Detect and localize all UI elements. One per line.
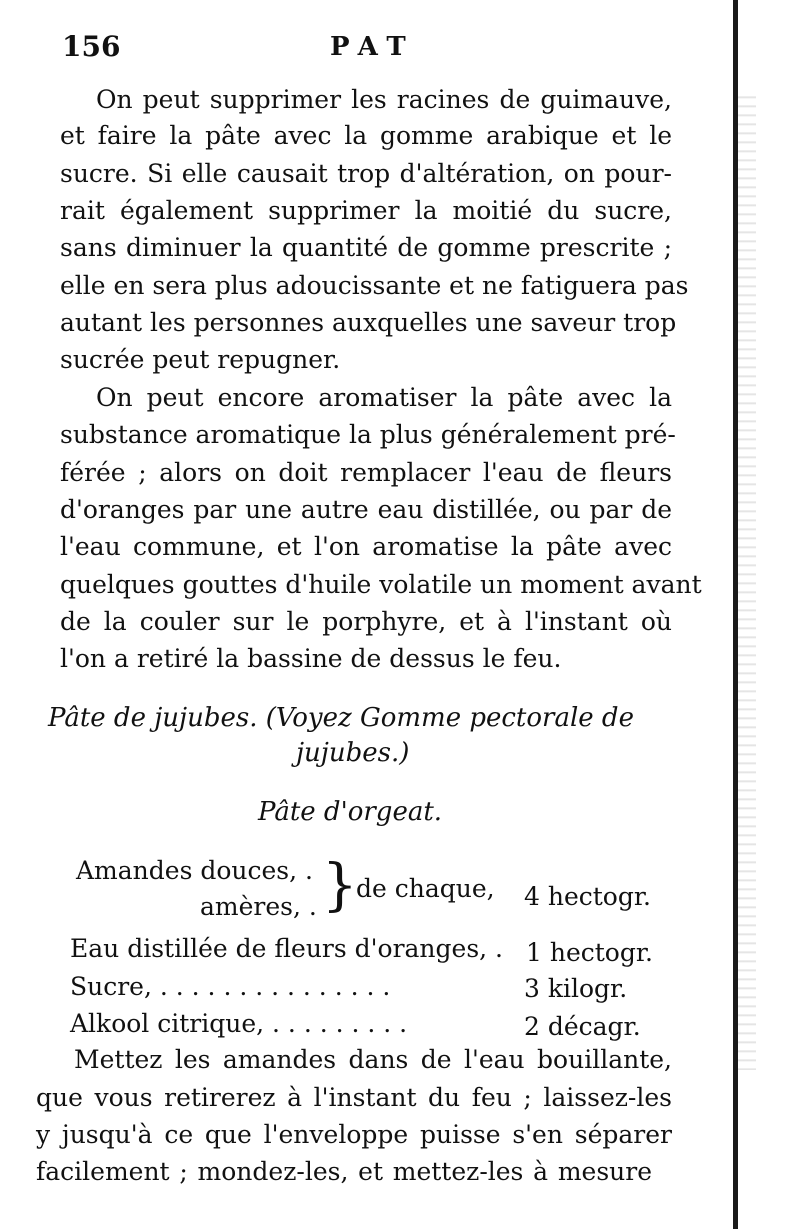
jujubes-heading: Pâte de jujubes. (Voyez Gomme pectorale de — [48, 703, 634, 733]
ingredient-eau: Eau distillée de fleurs d'oranges, . — [70, 934, 503, 963]
grouping-brace: } — [322, 853, 358, 918]
page-header — [62, 30, 662, 70]
paragraph1-line-7: autant les personnes auxquelles une saveur trop — [60, 308, 677, 337]
jujubes-heading-continuation: jujubes.) — [296, 738, 410, 768]
paragraph3-line-1: Mettez les amandes dans de l'eau bouillante, — [74, 1045, 672, 1074]
ingredient-list — [60, 853, 672, 1046]
eau-quantity: 1 hectogr. — [526, 938, 654, 967]
paragraph2-line-4: d'oranges par une autre eau distillée, ou par de — [60, 495, 672, 524]
page-edge-texture — [738, 90, 756, 1070]
ingredient-ameres: amères, . — [200, 892, 317, 921]
paragraph1-line-2: et faire la pâte avec la gomme arabique et le — [60, 121, 672, 150]
paragraph3-line-3: y jusqu'à ce que l'enveloppe puisse s'en séparer — [36, 1120, 672, 1149]
paragraph2-line-2: substance aromatique la plus généralement pré- — [60, 420, 676, 449]
orgeat-title: Pâte d'orgeat. — [258, 797, 443, 827]
ingredient-alkool: Alkool citrique, . . . . . . . . . — [70, 1009, 408, 1038]
paragraph1-line-8: sucrée peut repugner. — [60, 345, 341, 374]
paragraph1-line-4: rait également supprimer la moitié du sucre, — [60, 196, 672, 225]
paragraph2-line-1: On peut encore aromatiser la pâte avec la — [96, 383, 672, 412]
paragraph2-line-8: l'on a retiré la bassine de dessus le feu. — [60, 644, 562, 673]
paragraph2-line-3: férée ; alors on doit remplacer l'eau de fleurs — [60, 458, 672, 487]
sucre-quantity: 3 kilogr. — [524, 974, 628, 1003]
paragraph2-line-6: quelques gouttes d'huile volatile un moment avant — [60, 570, 702, 599]
ingredient-sucre: Sucre, . . . . . . . . . . . . . . . — [70, 972, 391, 1001]
paragraph3-line-2: que vous retirerez à l'instant du feu ; laissez-les — [36, 1083, 672, 1112]
paragraph2-line-7: de la couler sur le porphyre, et à l'instant où — [60, 607, 672, 636]
alkool-quantity: 2 décagr. — [524, 1012, 641, 1041]
paragraph1-line-5: sans diminuer la quantité de gomme prescrite ; — [60, 233, 672, 262]
running-head: PAT — [330, 32, 416, 62]
amandes-quantity: 4 hectogr. — [524, 882, 652, 911]
paragraph1-line-6: elle en sera plus adoucissante et ne fatiguera pas — [60, 271, 689, 300]
paragraph1-line-1: On peut supprimer les racines de guimauve, — [96, 85, 672, 114]
page-number: 156 — [62, 30, 121, 63]
paragraph1-line-3: sucre. Si elle causait trop d'altération, on pour- — [60, 159, 672, 188]
paragraph3-line-4: facilement ; mondez-les, et mettez-les à mesure — [36, 1157, 652, 1186]
ingredient-amandes-douces: Amandes douces, . — [76, 856, 313, 885]
amandes-group-label: de chaque, — [356, 874, 495, 903]
paragraph2-line-5: l'eau commune, et l'on aromatise la pâte avec — [60, 532, 672, 561]
